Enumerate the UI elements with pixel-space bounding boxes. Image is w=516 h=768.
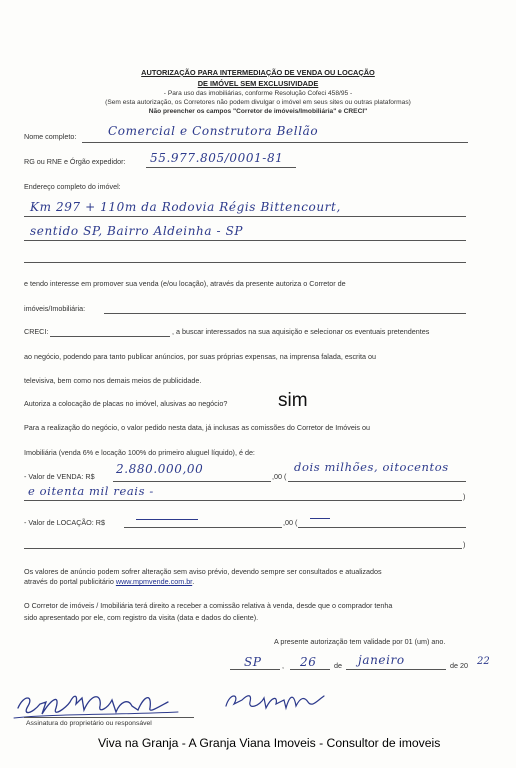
header-note-authorization: (Sem esta autorização, os Corretores não podem divulgar o imóvel em seus sites ou outras plataformas) [105,99,411,106]
date-comma: , [282,661,284,670]
date-day-handwritten: 26 [300,655,317,669]
locacao-cents: ,00 ( [283,518,298,527]
placas-answer: sim [278,390,308,411]
venda-label: - Valor de VENDA: R$ [24,472,95,481]
placas-question: Autoriza a colocação de placas no imóvel, alusivas ao negócio? [24,399,228,408]
venda-amount-rule [113,481,271,482]
date-year-handwritten: 22 [477,656,490,667]
address-rule-3 [24,262,466,263]
address-handwritten-2: sentido SP, Bairro Aldeinha - SP [30,224,244,238]
venda-words-rule-1 [288,481,466,482]
date-day-rule [290,669,330,670]
address-rule-2 [24,240,466,241]
body-line-8: Imobiliária (venda 6% e locação 100% do primeiro aluguel líquido), é de: [24,448,255,457]
body-line-2: imóveis/Imobiliária: [24,304,86,313]
secondary-signature [220,686,330,716]
validity-text: A presente autorização tem validade por 01 (um) ano. [274,637,446,646]
venda-amount-handwritten: 2.880.000,00 [116,462,204,476]
date-de2: de 20 [450,661,468,670]
body-line-3: , a buscar interessados na sua aquisição e selecionar os eventuais pretendentes [172,327,430,336]
document-title-line1: AUTORIZAÇÃO PARA INTERMEDIAÇÃO DE VENDA OU LOCAÇÃO [141,68,375,77]
name-handwritten: Comercial e Construtora Bellão [108,124,319,138]
body-line-7: Para a realização do negócio, o valor pedido nesta data, já inclusas as comissões do Corretor de Imóveis ou [24,423,370,432]
footer-watermark: Viva na Granja - A Granja Viana Imoveis - Consultor de imoveis [98,736,441,750]
locacao-amount-dash [136,519,198,520]
creci-rule [50,336,170,337]
locacao-amount-rule [124,527,282,528]
address-handwritten-1: Km 297 + 110m da Rodovia Régis Bittencourt, [30,200,341,214]
commission-line1: O Corretor de imóveis / Imobiliária terá direito a receber a comissão relativa à venda, desde que o comprador tenha [24,601,393,610]
body-line-1: e tendo interesse em promover sua venda (e/ou locação), através da presente autoriza o Corretor de [24,279,346,288]
broker-rule [104,313,466,314]
date-de1: de [334,661,342,670]
venda-cents: ,00 ( [272,472,287,481]
date-month-rule [346,669,446,670]
date-month-handwritten: janeiro [358,653,405,667]
address-label: Endereço completo do imóvel: [24,182,121,191]
venda-words-handwritten-2: e oitenta mil reais - [28,484,154,498]
address-rule-1 [24,216,466,217]
ads-notice-suffix: . [192,577,195,586]
ads-notice-line1: Os valores de anúncio podem sofrer alteração sem aviso prévio, devendo sempre ser consultados e atualizados [24,567,382,576]
signature-rule [24,717,194,718]
portal-link[interactable]: www.mpmvende.com.br [115,577,193,586]
rg-handwritten: 55.977.805/0001-81 [150,151,284,165]
venda-words-rule-2 [24,500,462,501]
creci-label: CRECI: [24,327,49,336]
rg-label: RG ou RNE e Órgão expedidor: [24,157,126,166]
name-label: Nome completo: [24,132,77,141]
header-note-fields: Não preencher os campos "Corretor de imóveis/Imobiliária" e CRECI" [148,108,368,115]
ads-notice-line2 [24,577,194,586]
locacao-words-dash [310,518,330,519]
commission-line2: sido apresentado por ele, com registro da visita (data e dados do cliente). [24,613,259,622]
body-line-4: ao negócio, podendo para tanto publicar anúncios, por suas próprias expensas, na imprensa falada, escrita ou [24,352,377,361]
locacao-words-rule-1 [298,527,466,528]
locacao-close-paren: ) [463,540,466,549]
venda-close-paren: ) [463,492,466,501]
header-note-resolution: - Para uso das imobiliárias, conforme Resolução Cofeci 458/95 - [163,90,353,97]
locacao-words-rule-2 [24,548,462,549]
venda-words-handwritten-1: dois milhões, oitocentos [294,460,449,474]
name-rule [82,142,468,143]
locacao-label: - Valor de LOCAÇÃO: R$ [24,518,105,527]
ads-notice-prefix: através do portal publicitário [24,577,116,586]
date-city-rule [230,669,280,670]
signature-caption: Assinatura do proprietário ou responsável [26,720,152,727]
owner-signature [12,684,182,724]
body-line-5: televisiva, bem como nos demais meios de publicidade. [24,376,202,385]
rg-rule [146,167,296,168]
date-city-handwritten: SP [244,655,262,669]
document-title-line2: DE IMÓVEL SEM EXCLUSIVIDADE [197,79,319,88]
